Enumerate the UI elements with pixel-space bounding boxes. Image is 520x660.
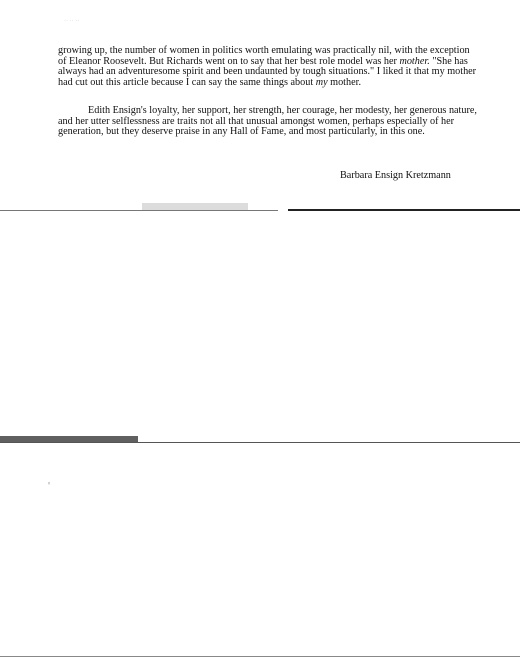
scan-artifact-speck: ᵛ (48, 482, 50, 488)
fold-smudge (142, 203, 248, 210)
fold-line-left (0, 210, 278, 211)
paragraph-1-emphasis-2: my (315, 76, 328, 88)
paragraph-1-text: growing up, the number of women in politics worth emulating was practically nil, with the exception of Eleanor Roosevelt. But Richards went on to say that her best role model was her (58, 45, 470, 67)
page-bottom-edge (0, 656, 520, 657)
fold-line-right (288, 209, 520, 211)
body-paragraph-2: Edith Ensign's loyalty, her support, her strength, her courage, her modesty, her generous nature, and her utter selflessness are traits not all that unusual amongst women, perhaps especially of her generation, but they deserve praise in any Hall of Fame, and most particularly, in this one. (58, 105, 477, 138)
paragraph-1-text-end: mother. (327, 76, 361, 88)
scan-artifact: ·· ·· ·· (64, 18, 80, 24)
body-paragraph-1 (58, 46, 478, 88)
signature: Barbara Ensign Kretzmann (340, 170, 451, 181)
paragraph-1-emphasis: mother. (399, 55, 430, 67)
paragraph-1-text-continued: "She has always had an adventuresome spirit and been undaunted by tough situations." I liked it that my mother had cut out this article because I can say the same things about (58, 55, 477, 88)
fold-line-middle (0, 442, 520, 443)
